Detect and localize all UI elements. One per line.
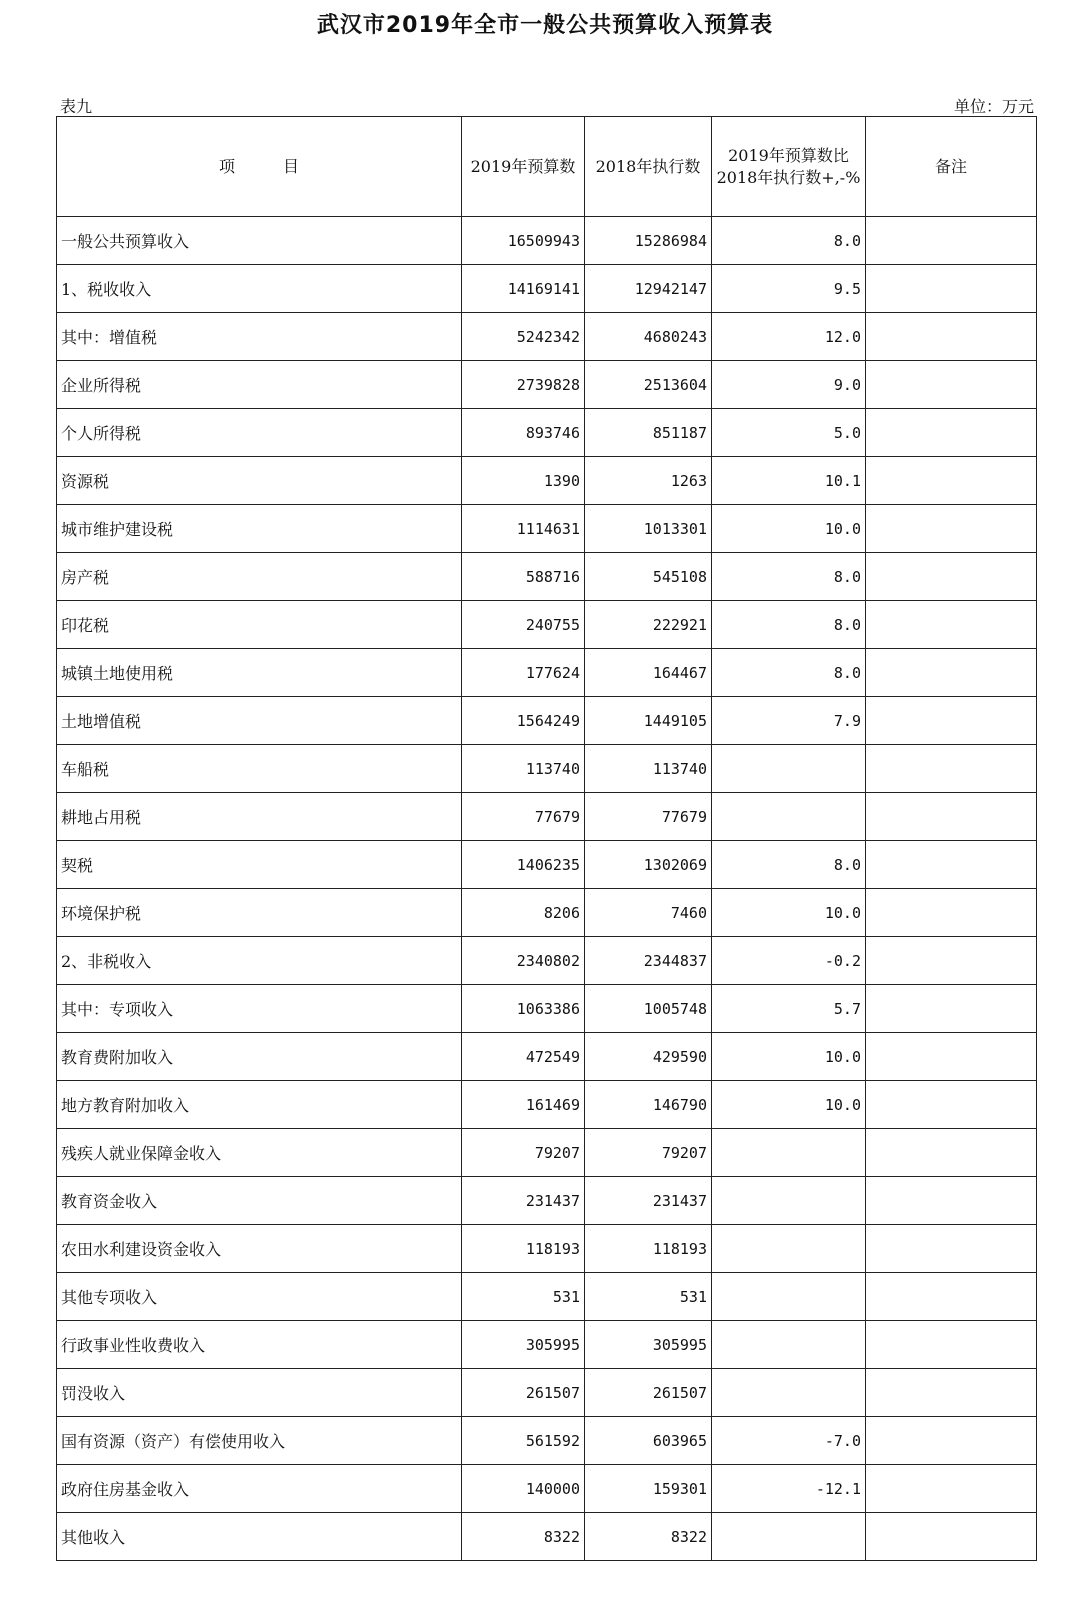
row-actual-2018: 1263	[585, 457, 712, 505]
header-change-line1: 2019年预算数比	[728, 145, 849, 165]
row-actual-2018: 15286984	[585, 217, 712, 265]
table-body	[57, 217, 1037, 1561]
row-budget-2019: 561592	[462, 1417, 585, 1465]
header-change-pct	[712, 117, 866, 217]
row-item-name: 行政事业性收费收入	[57, 1321, 462, 1369]
table-row	[57, 649, 1037, 697]
row-note	[866, 937, 1037, 985]
table-row	[57, 1417, 1037, 1465]
header-note: 备注	[866, 117, 1037, 217]
row-item-name: 土地增值税	[57, 697, 462, 745]
row-change-pct: 8.0	[712, 601, 866, 649]
row-item-name: 其中：增值税	[57, 313, 462, 361]
row-note	[866, 1081, 1037, 1129]
row-change-pct: -12.1	[712, 1465, 866, 1513]
row-change-pct: 5.0	[712, 409, 866, 457]
row-note	[866, 985, 1037, 1033]
header-item: 项 目	[57, 117, 462, 217]
row-budget-2019: 161469	[462, 1081, 585, 1129]
row-change-pct: 10.0	[712, 1081, 866, 1129]
table-row	[57, 745, 1037, 793]
row-budget-2019: 893746	[462, 409, 585, 457]
table-row	[57, 409, 1037, 457]
row-actual-2018: 1302069	[585, 841, 712, 889]
row-note	[866, 745, 1037, 793]
table-row	[57, 1225, 1037, 1273]
row-actual-2018: 79207	[585, 1129, 712, 1177]
row-note	[866, 793, 1037, 841]
row-item-name: 残疾人就业保障金收入	[57, 1129, 462, 1177]
row-note	[866, 1321, 1037, 1369]
row-actual-2018: 118193	[585, 1225, 712, 1273]
row-item-name: 1、税收收入	[57, 265, 462, 313]
row-actual-2018: 429590	[585, 1033, 712, 1081]
row-change-pct	[712, 1129, 866, 1177]
row-actual-2018: 2513604	[585, 361, 712, 409]
table-row	[57, 553, 1037, 601]
row-item-name: 农田水利建设资金收入	[57, 1225, 462, 1273]
row-change-pct: 8.0	[712, 553, 866, 601]
row-change-pct: 9.0	[712, 361, 866, 409]
row-change-pct	[712, 1513, 866, 1561]
row-note	[866, 553, 1037, 601]
table-row	[57, 457, 1037, 505]
row-actual-2018: 2344837	[585, 937, 712, 985]
row-item-name: 地方教育附加收入	[57, 1081, 462, 1129]
row-item-name: 城镇土地使用税	[57, 649, 462, 697]
row-actual-2018: 1005748	[585, 985, 712, 1033]
table-row	[57, 217, 1037, 265]
row-budget-2019: 113740	[462, 745, 585, 793]
row-actual-2018: 164467	[585, 649, 712, 697]
row-budget-2019: 1063386	[462, 985, 585, 1033]
row-note	[866, 649, 1037, 697]
row-budget-2019: 588716	[462, 553, 585, 601]
row-budget-2019: 305995	[462, 1321, 585, 1369]
table-row	[57, 361, 1037, 409]
row-item-name: 环境保护税	[57, 889, 462, 937]
row-change-pct: 12.0	[712, 313, 866, 361]
row-change-pct: 10.0	[712, 505, 866, 553]
row-budget-2019: 1390	[462, 457, 585, 505]
page-title: 武汉市2019年全市一般公共预算收入预算表	[316, 13, 774, 38]
row-note	[866, 1273, 1037, 1321]
row-note	[866, 841, 1037, 889]
row-budget-2019: 16509943	[462, 217, 585, 265]
table-row	[57, 1081, 1037, 1129]
row-item-name: 一般公共预算收入	[57, 217, 462, 265]
row-note	[866, 1129, 1037, 1177]
row-actual-2018: 545108	[585, 553, 712, 601]
table-number: 表九	[60, 97, 93, 116]
row-actual-2018: 77679	[585, 793, 712, 841]
row-note	[866, 265, 1037, 313]
row-change-pct: -0.2	[712, 937, 866, 985]
row-change-pct	[712, 1177, 866, 1225]
row-budget-2019: 531	[462, 1273, 585, 1321]
row-item-name: 其中：专项收入	[57, 985, 462, 1033]
row-change-pct: 10.0	[712, 1033, 866, 1081]
row-note	[866, 1225, 1037, 1273]
row-note	[866, 697, 1037, 745]
row-budget-2019: 2340802	[462, 937, 585, 985]
row-item-name: 个人所得税	[57, 409, 462, 457]
row-actual-2018: 305995	[585, 1321, 712, 1369]
row-change-pct: 8.0	[712, 217, 866, 265]
row-note	[866, 1033, 1037, 1081]
table-row	[57, 601, 1037, 649]
row-item-name: 城市维护建设税	[57, 505, 462, 553]
row-note	[866, 457, 1037, 505]
row-item-name: 2、非税收入	[57, 937, 462, 985]
row-actual-2018: 222921	[585, 601, 712, 649]
row-item-name: 契税	[57, 841, 462, 889]
row-note	[866, 313, 1037, 361]
row-actual-2018: 531	[585, 1273, 712, 1321]
row-note	[866, 361, 1037, 409]
row-item-name: 耕地占用税	[57, 793, 462, 841]
row-actual-2018: 231437	[585, 1177, 712, 1225]
row-budget-2019: 177624	[462, 649, 585, 697]
row-actual-2018: 4680243	[585, 313, 712, 361]
row-note	[866, 1417, 1037, 1465]
budget-table	[56, 116, 1037, 1561]
row-change-pct: 8.0	[712, 649, 866, 697]
row-note	[866, 1465, 1037, 1513]
table-row	[57, 313, 1037, 361]
row-actual-2018: 603965	[585, 1417, 712, 1465]
row-change-pct	[712, 745, 866, 793]
table-row	[57, 793, 1037, 841]
row-note	[866, 409, 1037, 457]
row-change-pct	[712, 1369, 866, 1417]
table-row	[57, 1321, 1037, 1369]
table-row	[57, 1273, 1037, 1321]
row-budget-2019: 261507	[462, 1369, 585, 1417]
row-budget-2019: 118193	[462, 1225, 585, 1273]
row-item-name: 其他专项收入	[57, 1273, 462, 1321]
row-budget-2019: 8206	[462, 889, 585, 937]
row-note	[866, 1369, 1037, 1417]
row-item-name: 其他收入	[57, 1513, 462, 1561]
row-budget-2019: 472549	[462, 1033, 585, 1081]
row-change-pct: 9.5	[712, 265, 866, 313]
table-row	[57, 1465, 1037, 1513]
table-row	[57, 937, 1037, 985]
row-item-name: 资源税	[57, 457, 462, 505]
row-item-name: 教育资金收入	[57, 1177, 462, 1225]
row-actual-2018: 261507	[585, 1369, 712, 1417]
table-row	[57, 1129, 1037, 1177]
table-row	[57, 505, 1037, 553]
row-change-pct	[712, 793, 866, 841]
row-budget-2019: 77679	[462, 793, 585, 841]
row-budget-2019: 1114631	[462, 505, 585, 553]
table-row	[57, 841, 1037, 889]
row-budget-2019: 2739828	[462, 361, 585, 409]
row-item-name: 国有资源（资产）有偿使用收入	[57, 1417, 462, 1465]
row-budget-2019: 14169141	[462, 265, 585, 313]
row-actual-2018: 851187	[585, 409, 712, 457]
table-row	[57, 697, 1037, 745]
row-actual-2018: 159301	[585, 1465, 712, 1513]
row-actual-2018: 113740	[585, 745, 712, 793]
row-note	[866, 217, 1037, 265]
row-note	[866, 505, 1037, 553]
row-actual-2018: 12942147	[585, 265, 712, 313]
row-change-pct: 10.0	[712, 889, 866, 937]
table-row	[57, 889, 1037, 937]
table-row	[57, 1513, 1037, 1561]
table-row	[57, 1177, 1037, 1225]
row-budget-2019: 1564249	[462, 697, 585, 745]
row-item-name: 教育费附加收入	[57, 1033, 462, 1081]
row-change-pct: 10.1	[712, 457, 866, 505]
row-item-name: 车船税	[57, 745, 462, 793]
row-actual-2018: 7460	[585, 889, 712, 937]
row-note	[866, 601, 1037, 649]
header-actual-2018: 2018年执行数	[585, 117, 712, 217]
table-header	[57, 117, 1037, 217]
row-budget-2019: 240755	[462, 601, 585, 649]
row-budget-2019: 79207	[462, 1129, 585, 1177]
row-note	[866, 889, 1037, 937]
row-actual-2018: 146790	[585, 1081, 712, 1129]
row-actual-2018: 1013301	[585, 505, 712, 553]
row-budget-2019: 140000	[462, 1465, 585, 1513]
row-change-pct: 5.7	[712, 985, 866, 1033]
row-change-pct: 8.0	[712, 841, 866, 889]
row-item-name: 政府住房基金收入	[57, 1465, 462, 1513]
row-change-pct: -7.0	[712, 1417, 866, 1465]
header-change-line2: 2018年执行数+,-%	[716, 167, 861, 187]
row-budget-2019: 1406235	[462, 841, 585, 889]
row-change-pct: 7.9	[712, 697, 866, 745]
row-budget-2019: 231437	[462, 1177, 585, 1225]
unit-label: 单位：万元	[953, 97, 1034, 116]
table-row	[57, 1369, 1037, 1417]
row-actual-2018: 8322	[585, 1513, 712, 1561]
row-actual-2018: 1449105	[585, 697, 712, 745]
table-row	[57, 1033, 1037, 1081]
header-row	[57, 117, 1037, 217]
row-note	[866, 1513, 1037, 1561]
row-item-name: 房产税	[57, 553, 462, 601]
row-budget-2019: 5242342	[462, 313, 585, 361]
row-item-name: 印花税	[57, 601, 462, 649]
row-item-name: 企业所得税	[57, 361, 462, 409]
row-item-name: 罚没收入	[57, 1369, 462, 1417]
row-change-pct	[712, 1321, 866, 1369]
header-budget-2019: 2019年预算数	[462, 117, 585, 217]
row-change-pct	[712, 1225, 866, 1273]
table-row	[57, 265, 1037, 313]
row-note	[866, 1177, 1037, 1225]
table-row	[57, 985, 1037, 1033]
row-budget-2019: 8322	[462, 1513, 585, 1561]
row-change-pct	[712, 1273, 866, 1321]
